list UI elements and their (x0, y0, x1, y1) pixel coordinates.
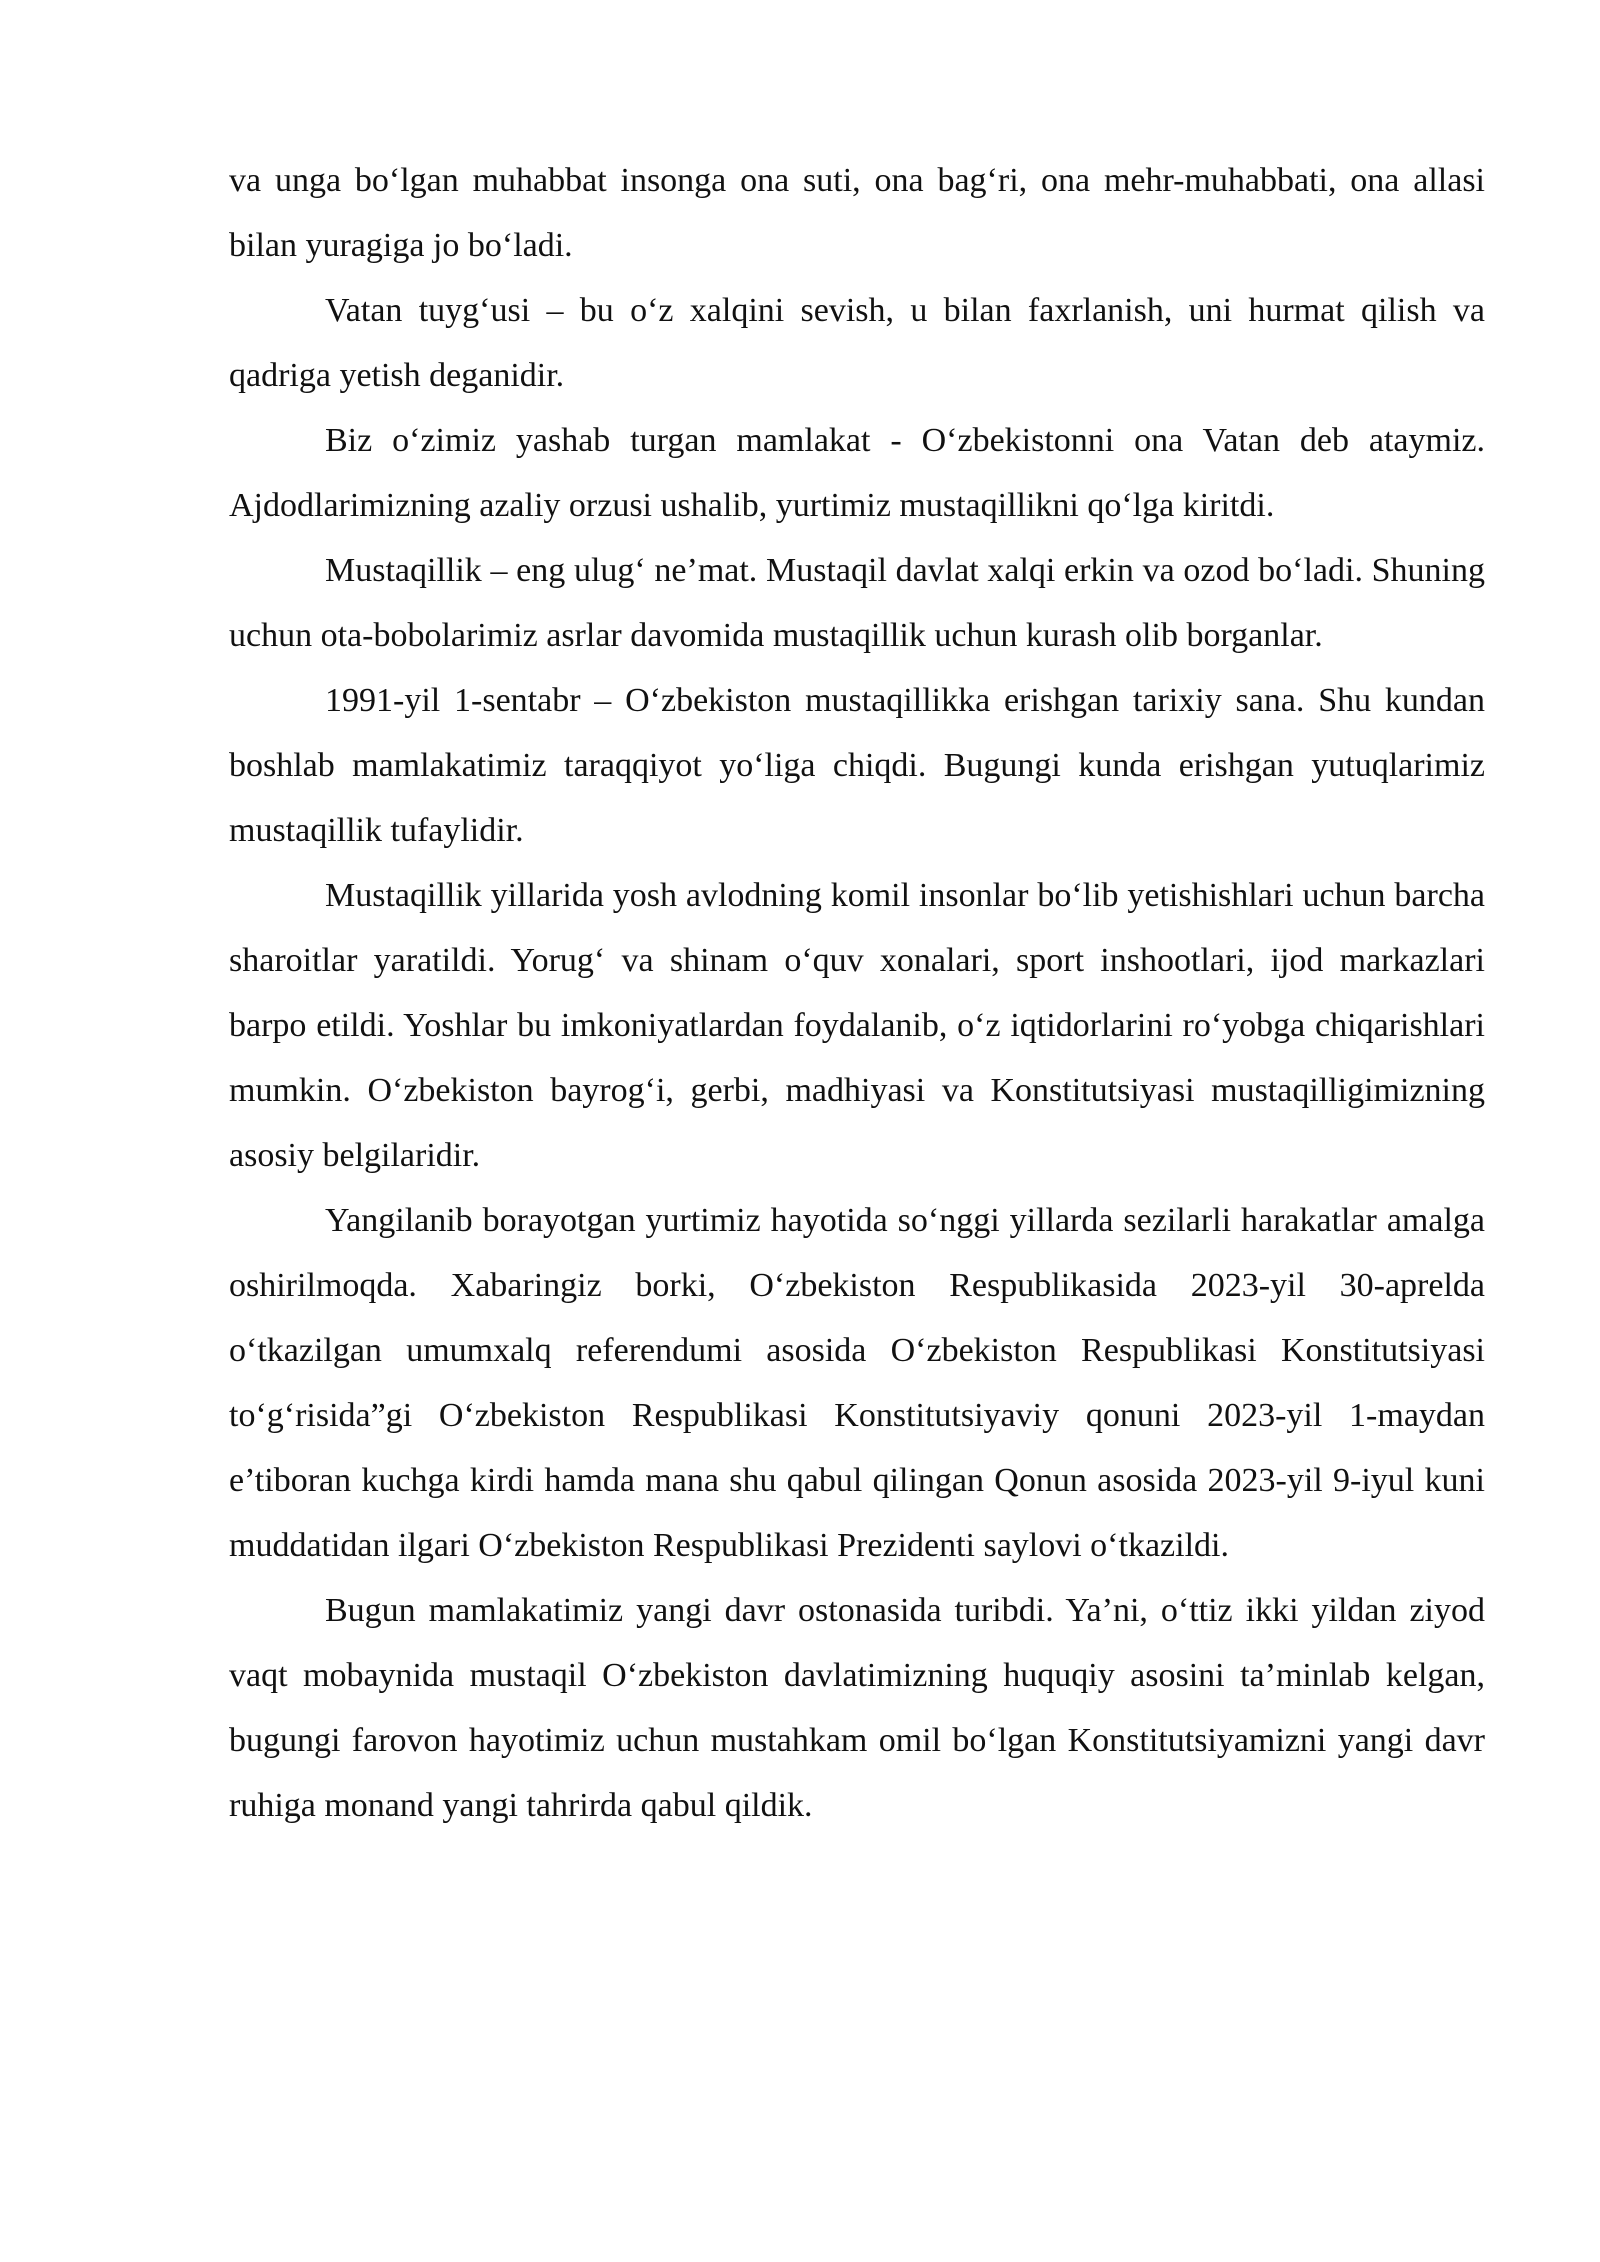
paragraph-6: Mustaqillik yillarida yosh avlodning komil insonlar bo‘lib yetishishlari uchun barcha sharoitlar yaratildi. Yorug‘ va shinam o‘quv xonalari, sport inshootlari, ijod markazlari barpo etildi. Yoshlar bu imkoniyatlardan foydalanib, o‘z iqtidorlarini ro‘yobga chiqarishlari mumkin. O‘zbekiston bayrog‘i, gerbi, madhiyasi va Konstitutsiyasi mustaqilligimizning asosiy belgilaridir. (229, 877, 1485, 1174)
paragraph-2: Vatan tuyg‘usi – bu o‘z xalqini sevish, u bilan faxrlanish, uni hurmat qilish va qadriga yetish deganidir. (229, 292, 1485, 394)
paragraph-7: Yangilanib borayotgan yurtimiz hayotida so‘nggi yillarda sezilarli harakatlar amalga oshirilmoqda. Xabaringiz borki, O‘zbekiston Respublikasida 2023-yil 30-aprelda o‘tkazilgan umumxalq referendumi asosida O‘zbekiston Respublikasi Konstitutsiyasi to‘g‘risida”gi O‘zbekiston Respublikasi Konstitutsiyaviy qonuni 2023-yil 1-maydan e’tiboran kuchga kirdi hamda mana shu qabul qilingan Qonun asosida 2023-yil 9-iyul kuni muddatidan ilgari O‘zbekiston Respublikasi Prezidenti saylovi o‘tkazildi. (229, 1202, 1485, 1564)
body-text (229, 148, 1485, 1838)
paragraph-3: Biz o‘zimiz yashab turgan mamlakat - O‘zbekistonni ona Vatan deb ataymiz. Ajdodlarimizning azaliy orzusi ushalib, yurtimiz mustaqillikni qo‘lga kiritdi. (229, 422, 1485, 524)
paragraph-5: 1991-yil 1-sentabr – O‘zbekiston mustaqillikka erishgan tarixiy sana. Shu kundan boshlab mamlakatimiz taraqqiyot yo‘liga chiqdi. Bugungi kunda erishgan yutuqlarimiz mustaqillik tufaylidir. (229, 682, 1485, 849)
paragraph-8: Bugun mamlakatimiz yangi davr ostonasida turibdi. Ya’ni, o‘ttiz ikki yildan ziyod vaqt mobaynida mustaqil O‘zbekiston davlatimizning huquqiy asosini ta’minlab kelgan, bugungi farovon hayotimiz uchun mustahkam omil bo‘lgan Konstitutsiyamizni yangi davr ruhiga monand yangi tahrirda qabul qildik. (229, 1592, 1485, 1824)
paragraph-1: va unga bo‘lgan muhabbat insonga ona suti, ona bag‘ri, ona mehr-muhabbati, ona allasi bilan yuragiga jo bo‘ladi. (229, 162, 1485, 264)
paragraph-4: Mustaqillik – eng ulug‘ ne’mat. Mustaqil davlat xalqi erkin va ozod bo‘ladi. Shuning uchun ota-bobolarimiz asrlar davomida mustaqillik uchun kurash olib borganlar. (229, 552, 1485, 654)
